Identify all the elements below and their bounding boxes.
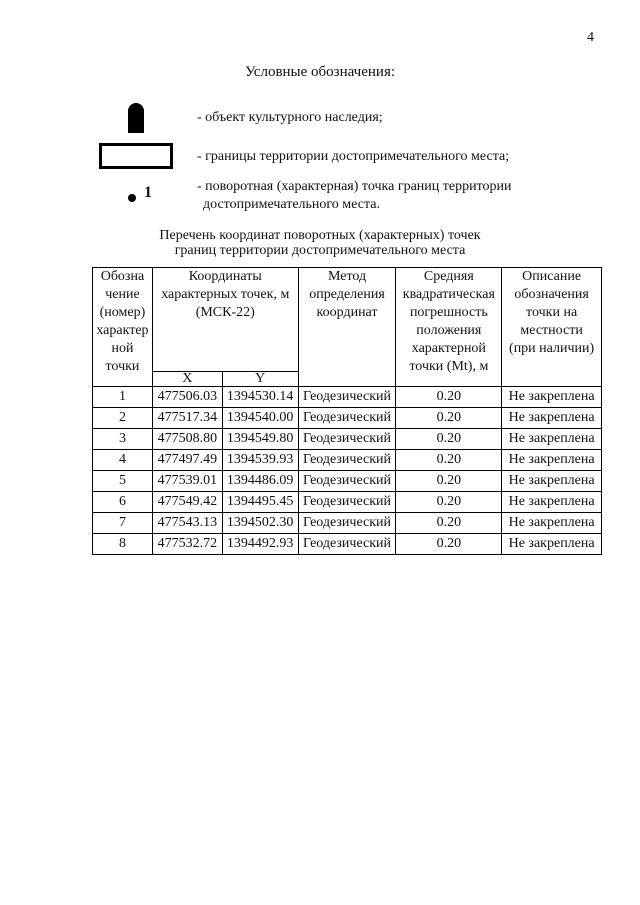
coord-x: 477508.80 — [152, 429, 222, 450]
mean-error: 0.20 — [396, 408, 502, 429]
legend-title: Условные обозначения: — [244, 64, 396, 80]
method: Геодезический — [298, 471, 396, 492]
coord-y: 1394549.80 — [222, 429, 298, 450]
legend-item-territory-boundary — [92, 143, 600, 175]
mean-error: 0.20 — [396, 429, 502, 450]
coord-x: 477497.49 — [152, 450, 222, 471]
coord-x: 477543.13 — [152, 513, 222, 534]
coord-y: 1394502.30 — [222, 513, 298, 534]
header-designation: Обозна чение (номер) характер ной точки — [93, 268, 153, 387]
header-description: Описание обозначения точки на местности (при наличии) — [502, 268, 602, 387]
header-coordinates: Координаты характерных точек, м (МСК-22) — [152, 268, 298, 372]
header-x: X — [152, 372, 222, 387]
table-caption: Перечень координат поворотных (характерных) точек границ территории достопримечательного места — [159, 228, 481, 258]
coord-y: 1394540.00 — [222, 408, 298, 429]
description: Не закреплена — [502, 471, 602, 492]
mean-error: 0.20 — [396, 492, 502, 513]
coord-x: 477539.01 — [152, 471, 222, 492]
turning-point-label: 1 — [144, 184, 152, 201]
description: Не закреплена — [502, 387, 602, 408]
coord-y: 1394530.14 — [222, 387, 298, 408]
legend-item-text: - границы территории достопримечательного места; — [197, 149, 510, 164]
coord-x: 477506.03 — [152, 387, 222, 408]
table-row — [93, 450, 602, 471]
point-number: 1 — [93, 387, 153, 408]
coord-y: 1394539.93 — [222, 450, 298, 471]
mean-error: 0.20 — [396, 387, 502, 408]
method: Геодезический — [298, 450, 396, 471]
coord-x: 477517.34 — [152, 408, 222, 429]
point-number: 4 — [93, 450, 153, 471]
description: Не закреплена — [502, 534, 602, 555]
legend-item-text: - поворотная (характерная) точка границ территории достопримечательного места. — [197, 179, 512, 212]
table-row — [93, 534, 602, 555]
legend-item-heritage-object — [92, 103, 600, 135]
method: Геодезический — [298, 429, 396, 450]
coord-y: 1394495.45 — [222, 492, 298, 513]
mean-error: 0.20 — [396, 450, 502, 471]
mean-error: 0.20 — [396, 513, 502, 534]
method: Геодезический — [298, 513, 396, 534]
legend-item-turning-point — [92, 180, 600, 220]
coord-x: 477532.72 — [152, 534, 222, 555]
description: Не закреплена — [502, 513, 602, 534]
method: Геодезический — [298, 534, 396, 555]
coord-y: 1394492.93 — [222, 534, 298, 555]
table-row — [93, 471, 602, 492]
header-method: Метод определения координат — [298, 268, 396, 387]
header-y: Y — [222, 372, 298, 387]
table-row — [93, 387, 602, 408]
table-row — [93, 429, 602, 450]
method: Геодезический — [298, 492, 396, 513]
point-number: 2 — [93, 408, 153, 429]
coord-y: 1394486.09 — [222, 471, 298, 492]
table-row — [93, 408, 602, 429]
table-row — [93, 492, 602, 513]
point-number: 6 — [93, 492, 153, 513]
description: Не закреплена — [502, 408, 602, 429]
point-number: 8 — [93, 534, 153, 555]
point-number: 7 — [93, 513, 153, 534]
coordinates-table — [92, 267, 602, 555]
point-number: 5 — [93, 471, 153, 492]
mean-error: 0.20 — [396, 534, 502, 555]
legend-item-text: - объект культурного наследия; — [197, 110, 383, 125]
table-row — [93, 513, 602, 534]
description: Не закреплена — [502, 450, 602, 471]
mean-error: 0.20 — [396, 471, 502, 492]
page-number: 4 — [587, 30, 594, 45]
method: Геодезический — [298, 387, 396, 408]
description: Не закреплена — [502, 429, 602, 450]
header-mean-error: Средняя квадратическая погрешность положения характерной точки (Mt), м — [396, 268, 502, 387]
description: Не закреплена — [502, 492, 602, 513]
point-number: 3 — [93, 429, 153, 450]
coord-x: 477549.42 — [152, 492, 222, 513]
method: Геодезический — [298, 408, 396, 429]
